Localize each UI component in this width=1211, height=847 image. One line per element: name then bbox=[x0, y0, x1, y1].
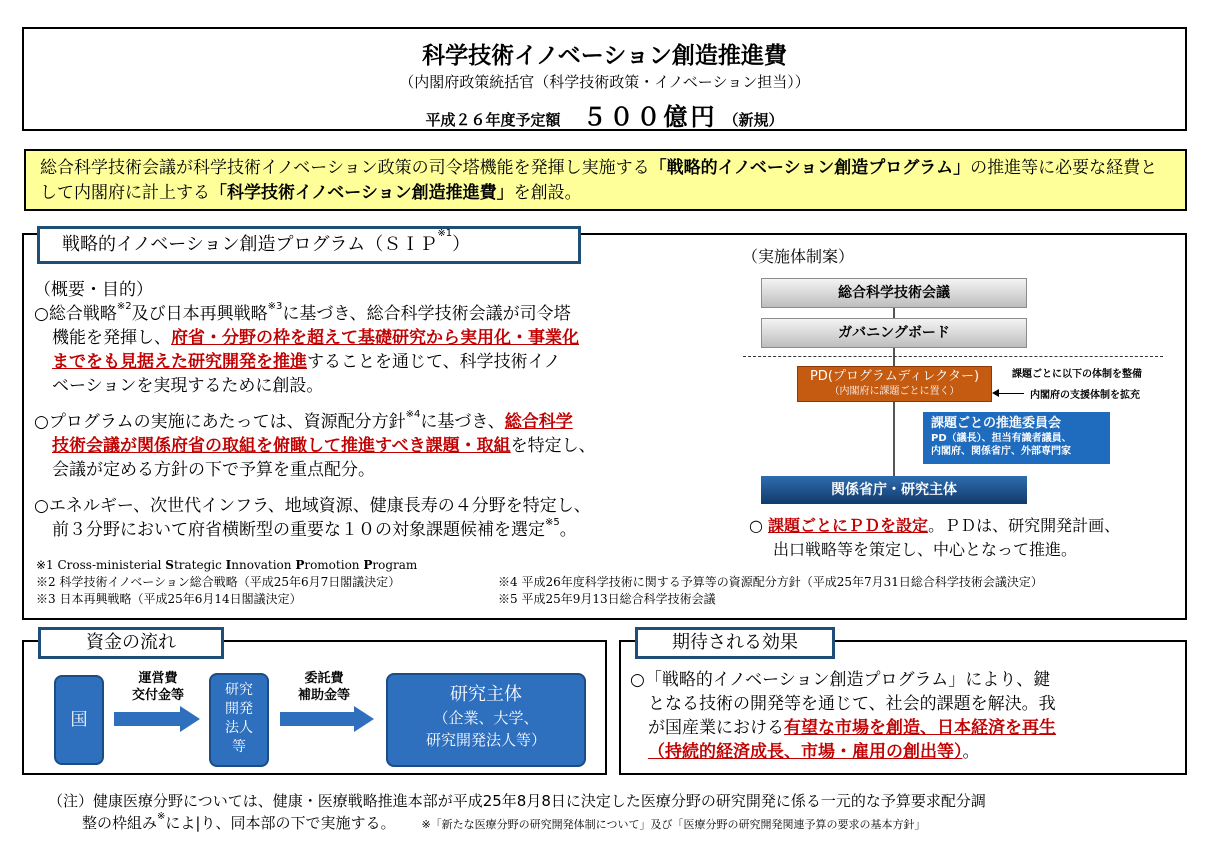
footnote-4: ※4 平成26年度科学技術に関する予算等の資源配分方針（平成25年7月31日総合科学技術会議決定） bbox=[498, 575, 1043, 589]
pd-description bbox=[749, 514, 1179, 562]
footer-note-line-1: （注）健康医療分野については、健康・医療戦略推進本部が平成25年8月8日に決定した医療分野の研究開発に係る一元的な予算要求配分調 bbox=[48, 792, 986, 810]
arrow-2-head bbox=[354, 706, 374, 732]
research-entity-title: 研究主体 bbox=[450, 684, 522, 705]
arrow-1-label bbox=[113, 670, 203, 704]
fn1-b: trategic bbox=[173, 558, 226, 572]
effects-text bbox=[630, 668, 1180, 764]
research-entity-box bbox=[386, 673, 586, 767]
budget-label: 平成２６年度予定額 bbox=[425, 111, 561, 129]
overview-label: （概要・目的） bbox=[34, 280, 153, 300]
b2-red-1: 総合科学 bbox=[504, 412, 573, 432]
arrow-2-label-1: 委託費 bbox=[304, 671, 344, 686]
pd-desc-a: ○ bbox=[749, 516, 769, 535]
effects-line-4b: 。 bbox=[962, 742, 980, 762]
bullet-2 bbox=[34, 410, 734, 482]
b2-c: を特定し、 bbox=[510, 436, 596, 456]
b2-a: ○プログラムの実施にあたっては、資源配分方針 bbox=[34, 412, 406, 432]
arrow-1-shaft bbox=[114, 712, 180, 726]
sip-title-text: 戦略的イノベーション創造プログラム（ＳＩＰ bbox=[62, 234, 438, 255]
budget-line bbox=[24, 97, 1185, 132]
b2-sup: ※4 bbox=[405, 409, 421, 420]
side-note-support: 内閣府の支援体制を拡充 bbox=[1030, 390, 1140, 401]
b1-e: することを通じて、科学技術イノ bbox=[307, 352, 561, 372]
research-entity-sub-1: （企業、大学、 bbox=[433, 709, 539, 727]
sip-title-end: ） bbox=[452, 234, 471, 255]
institution-line-1: 研究 bbox=[225, 682, 253, 698]
page-title: 科学技術イノベーション創造推進費 bbox=[422, 43, 787, 69]
summary-box bbox=[24, 149, 1187, 211]
footnote-2: ※2 科学技術イノベーション総合戦略（平成25年6月7日閣議決定） bbox=[36, 575, 401, 589]
arrow-1-label-1: 運営費 bbox=[138, 671, 178, 686]
research-entity-sub-2: 研究開発法人等） bbox=[425, 731, 546, 749]
summary-program-name: 「戦略的イノベーション創造プログラム」 bbox=[649, 158, 971, 178]
pd-title: PD(プログラムディレクター) bbox=[809, 369, 980, 384]
effects-section-title: 期待される効果 bbox=[635, 627, 835, 659]
budget-note: （新規） bbox=[723, 111, 784, 129]
b2-red-2: 技術会議が関係府省の取組を俯瞰して推進すべき課題・取組 bbox=[52, 436, 511, 456]
effects-line-3a: が国産業における bbox=[648, 718, 784, 738]
b3-b: 前３分野において府省横断型の重要な１０の対象課題候補を選定 bbox=[52, 520, 545, 540]
footer-c: によ|り、同本部の下で実施する。 bbox=[165, 814, 396, 832]
effects-red-2: （持続的経済成長、市場・雇用の創出等） bbox=[648, 742, 963, 762]
side-note-structure: 課題ごとに以下の体制を整備 bbox=[1012, 369, 1142, 380]
bullet-3 bbox=[34, 494, 734, 542]
arrow-2-shaft bbox=[280, 712, 354, 726]
fn1-c: nnovation bbox=[231, 558, 296, 572]
effects-line-1: ○「戦略的イノベーション創造プログラム」により、鍵 bbox=[630, 670, 1051, 690]
summary-text-1: 総合科学技術会議が科学技術イノベーション政策の司令塔機能を発揮し実施する bbox=[40, 158, 650, 178]
sip-section-title bbox=[37, 226, 581, 264]
committee-line-1: PD（議長）、担当有識者議員、 bbox=[931, 433, 1072, 444]
arrow-1-label-2: 交付金等 bbox=[131, 688, 184, 703]
fn1-p: P bbox=[295, 558, 305, 572]
header-box bbox=[22, 27, 1187, 131]
institution-line-2: 開発 bbox=[225, 701, 253, 717]
b1-d: 機能を発揮し、 bbox=[52, 328, 171, 348]
arrow-2-label-2: 補助金等 bbox=[297, 688, 350, 703]
institution-box bbox=[209, 673, 269, 767]
ministries-box: 関係省庁・研究主体 bbox=[761, 476, 1027, 504]
institution-line-3: 法人 bbox=[225, 720, 253, 736]
summary-text-3: を創設。 bbox=[513, 183, 582, 203]
b1-c: に基づき、総合科学技術会議が司令塔 bbox=[282, 304, 571, 324]
side-arrow-head bbox=[992, 389, 999, 397]
summary-fund-name: 「科学技術イノベーション創造推進費」 bbox=[210, 183, 514, 203]
footnote-1 bbox=[36, 557, 417, 574]
footer-b: 整の枠組み bbox=[82, 814, 158, 832]
org-dashed-divider bbox=[743, 356, 1163, 357]
b1-a: ○総合戦略 bbox=[34, 304, 117, 324]
b1-red-2: までをも見据えた研究開発を推進 bbox=[52, 352, 307, 372]
arrow-2-label bbox=[279, 670, 369, 704]
pd-sub: （内閣府に課題ごとに置く） bbox=[829, 386, 960, 397]
page-subtitle: （内閣府政策統括官（科学技術政策・イノベーション担当）） bbox=[399, 73, 810, 91]
nation-box: 国 bbox=[54, 675, 104, 765]
fn1-s: S bbox=[165, 558, 174, 572]
footer-sup: ※ bbox=[157, 811, 166, 822]
budget-amount: ５００億円 bbox=[582, 103, 718, 131]
summary-text-2: の推進等に必要な経費として内閣府に計上する bbox=[40, 158, 1158, 203]
committee-box bbox=[923, 412, 1110, 464]
committee-title: 課題ごとの推進委員会 bbox=[931, 416, 1062, 431]
b1-f: ベーションを実現するために創設。 bbox=[52, 376, 324, 396]
institution-line-4: 等 bbox=[232, 739, 246, 755]
arrow-1-head bbox=[180, 706, 200, 732]
b1-b: 及び日本再興戦略 bbox=[131, 304, 268, 324]
committee-line-2: 内閣府、関係省庁、外部専門家 bbox=[931, 446, 1071, 457]
b2-b: に基づき、 bbox=[420, 412, 505, 432]
fn1-a: ※1 Cross-ministerial bbox=[36, 558, 166, 572]
fn1-d: romotion bbox=[304, 558, 364, 572]
footer-small: ※「新たな医療分野の研究開発体制について」及び「医療分野の研究開発関連予算の要求の基本方針」 bbox=[421, 818, 926, 831]
b2-d: 会議が定める方針の下で予算を重点配分。 bbox=[52, 460, 375, 480]
footnote-5: ※5 平成25年9月13日総合科学技術会議 bbox=[498, 592, 716, 606]
b3-c: 。 bbox=[559, 520, 577, 540]
fn1-e: rogram bbox=[372, 558, 418, 572]
funds-section-title: 資金の流れ bbox=[38, 627, 224, 659]
fn1-p2: P bbox=[363, 558, 373, 572]
bullet-1 bbox=[34, 302, 734, 398]
pd-box bbox=[797, 366, 992, 402]
effects-line-2: となる技術の開発等を通じて、社会的課題を解決。我 bbox=[648, 694, 1056, 714]
fn1-i: I bbox=[225, 558, 232, 572]
pd-desc-b: 。ＰＤは、研究開発計画、 bbox=[928, 516, 1121, 535]
b1-red-1: 府省・分野の枠を超えて基礎研究から実用化・事業化 bbox=[171, 328, 579, 348]
b1-sup1: ※2 bbox=[116, 301, 132, 312]
b1-sup2: ※3 bbox=[267, 301, 283, 312]
pd-desc-red: 課題ごとにＰＤを設定 bbox=[768, 516, 929, 535]
b3-sup: ※5 bbox=[545, 517, 560, 528]
pd-desc-c: 出口戦略等を策定し、中心となって推進。 bbox=[773, 540, 1078, 559]
council-box: 総合科学技術会議 bbox=[761, 278, 1027, 308]
b3-a: ○エネルギー、次世代インフラ、地域資源、健康長寿の４分野を特定し、 bbox=[34, 496, 591, 516]
effects-red-1: 有望な市場を創造、日本経済を再生 bbox=[784, 718, 1056, 738]
footnote-3: ※3 日本再興戦略（平成25年6月14日閣議決定） bbox=[36, 592, 302, 606]
footer-note-line-2 bbox=[82, 812, 925, 836]
governing-board-box: ガバニングボード bbox=[761, 318, 1027, 348]
side-arrow-line bbox=[998, 393, 1024, 394]
org-chart-label: （実施体制案） bbox=[742, 247, 855, 266]
sip-title-sup: ※1 bbox=[437, 228, 453, 239]
